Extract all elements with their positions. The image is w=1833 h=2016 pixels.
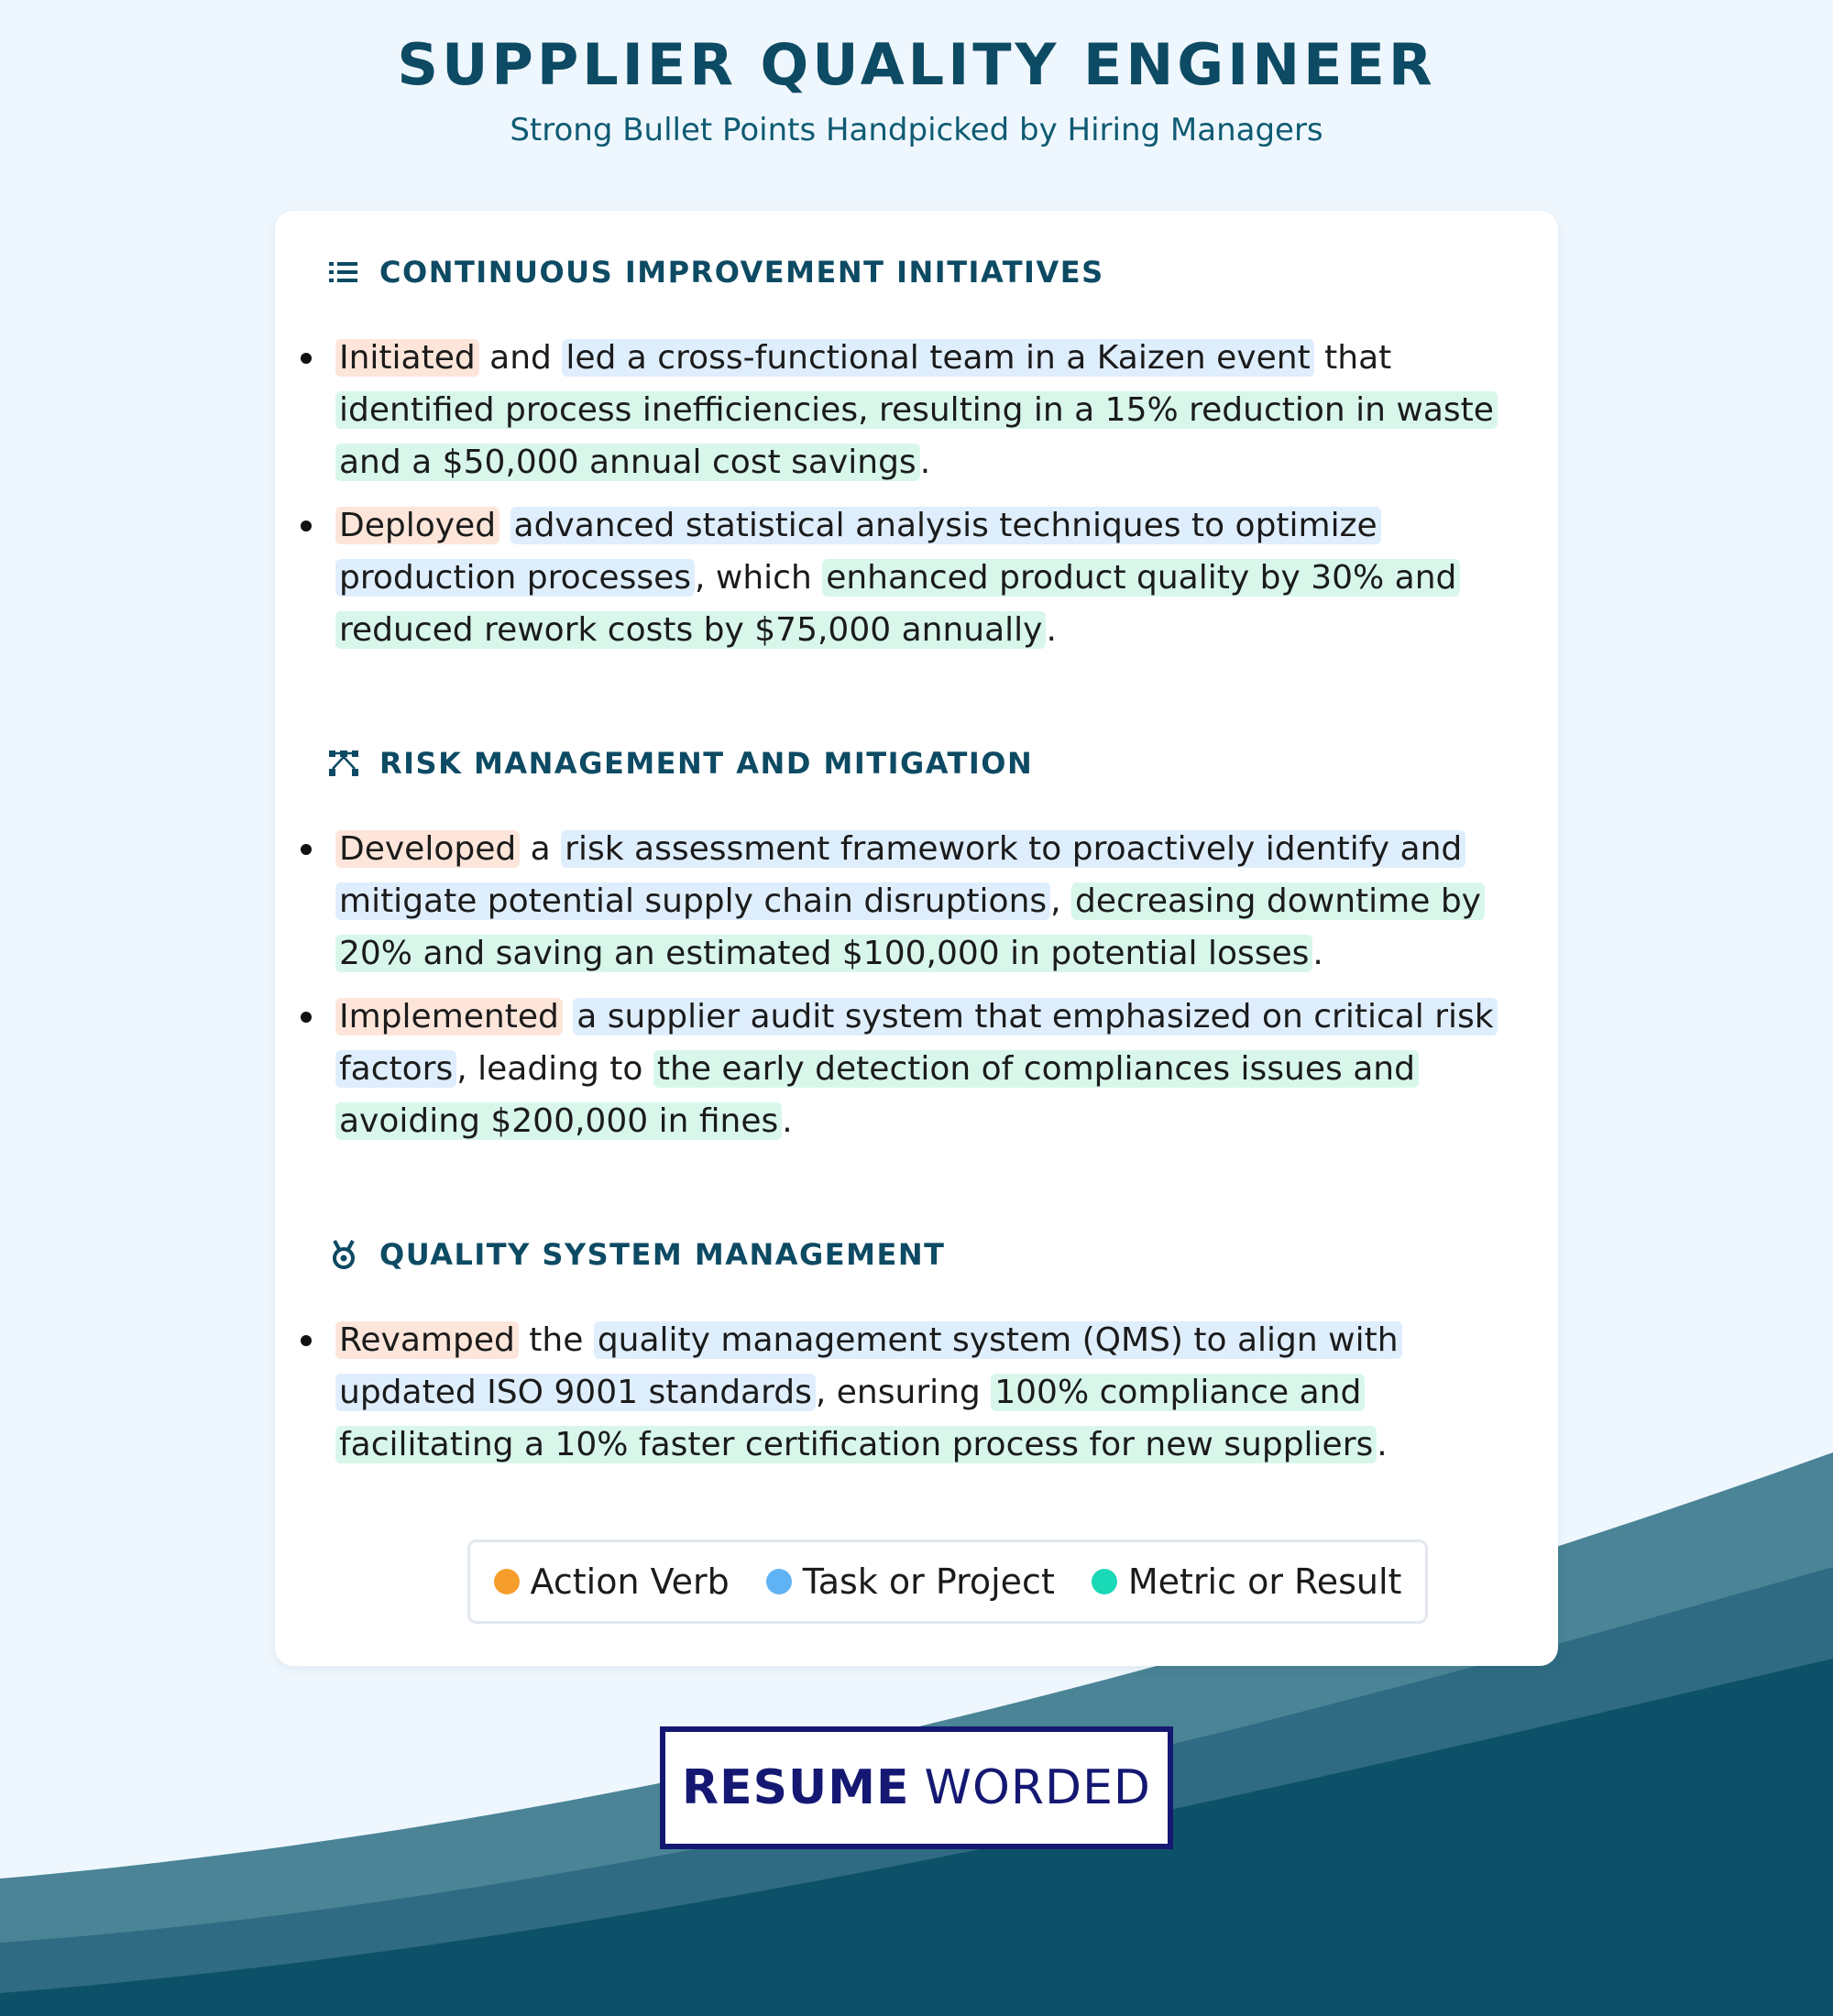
logo-light-text: WORDED <box>924 1760 1151 1815</box>
logo-strong-text: RESUME <box>682 1760 910 1815</box>
connector-text: , <box>1050 882 1072 920</box>
bullet-item <box>332 823 1542 980</box>
section-heading-label: QUALITY SYSTEM MANAGEMENT <box>379 1237 946 1272</box>
connector-text: the <box>518 1321 594 1359</box>
workflow-icon <box>328 748 359 779</box>
bullet-item <box>332 1314 1542 1471</box>
connector-text: that <box>1313 339 1392 377</box>
metric-phrase: enhanced product quality by 30% and reduced rework costs by $75,000 annually <box>335 559 1460 649</box>
legend-item-action-verb <box>494 1561 730 1602</box>
metric-phrase: identified process inefficiencies, resulting in a 15% reduction in waste and a $50,000 annual cost savings <box>335 391 1498 481</box>
bullet-list <box>332 1314 1542 1482</box>
bullet-points-card <box>275 211 1558 1666</box>
highlight-legend <box>467 1539 1428 1624</box>
connector-text: , leading to <box>456 1050 653 1088</box>
metric-phrase: the early detection of compliances issues and avoiding $200,000 in fines <box>335 1050 1419 1140</box>
section-heading-label: RISK MANAGEMENT AND MITIGATION <box>379 746 1034 781</box>
blue-dot-icon <box>766 1569 792 1594</box>
legend-label: Metric or Result <box>1127 1561 1402 1602</box>
sentence-end: . <box>1046 611 1057 649</box>
connector-text: , which <box>695 559 823 597</box>
bullet-item <box>332 991 1542 1147</box>
medal-icon <box>328 1239 359 1270</box>
bullet-item <box>332 499 1542 656</box>
section-heading-label: CONTINUOUS IMPROVEMENT INITIATIVES <box>379 255 1104 290</box>
orange-dot-icon <box>494 1569 520 1594</box>
connector-text: , ensuring <box>815 1374 992 1411</box>
list-icon <box>328 257 359 288</box>
action-verb: Revamped <box>335 1321 519 1359</box>
connector-text: and <box>478 339 563 377</box>
connector-text <box>563 998 573 1035</box>
page-subtitle: Strong Bullet Points Handpicked by Hiring Managers <box>510 112 1323 148</box>
bullet-list <box>332 823 1542 1158</box>
resume-worded-logo[interactable] <box>660 1726 1173 1849</box>
task-phrase: led a cross-functional team in a Kaizen event <box>562 339 1313 377</box>
task-phrase: a supplier audit system that emphasized on critical risk factors <box>335 998 1498 1088</box>
legend-item-metric <box>1092 1561 1402 1602</box>
sentence-end: . <box>919 444 931 481</box>
page-title: SUPPLIER QUALITY ENGINEER <box>397 31 1436 98</box>
section-heading-continuous-improvement <box>328 255 1104 290</box>
action-verb: Implemented <box>335 998 563 1035</box>
sentence-end: . <box>782 1102 793 1140</box>
bullet-item <box>332 332 1542 488</box>
action-verb: Developed <box>335 830 520 868</box>
task-phrase: risk assessment framework to proactively identify and mitigate potential supply chain disruptions <box>335 830 1465 920</box>
section-heading-risk-management <box>328 746 1033 781</box>
metric-phrase: decreasing downtime by 20% and saving an estimated $100,000 in potential losses <box>335 882 1485 972</box>
section-heading-quality-system <box>328 1237 945 1272</box>
connector-text: a <box>520 830 562 868</box>
action-verb: Initiated <box>335 339 479 377</box>
sentence-end: . <box>1312 935 1323 972</box>
connector-text <box>499 507 510 544</box>
legend-label: Action Verb <box>530 1561 730 1602</box>
metric-phrase: 100% compliance and facilitating a 10% faster certification process for new suppliers <box>335 1374 1377 1463</box>
legend-item-task <box>766 1561 1055 1602</box>
sentence-end: . <box>1377 1426 1388 1463</box>
legend-label: Task or Project <box>802 1561 1055 1602</box>
task-phrase: quality management system (QMS) to align with updated ISO 9001 standards <box>335 1321 1402 1411</box>
action-verb: Deployed <box>335 507 499 544</box>
teal-dot-icon <box>1092 1569 1117 1594</box>
bullet-list <box>332 332 1542 667</box>
task-phrase: advanced statistical analysis techniques to optimize production processes <box>335 507 1381 597</box>
